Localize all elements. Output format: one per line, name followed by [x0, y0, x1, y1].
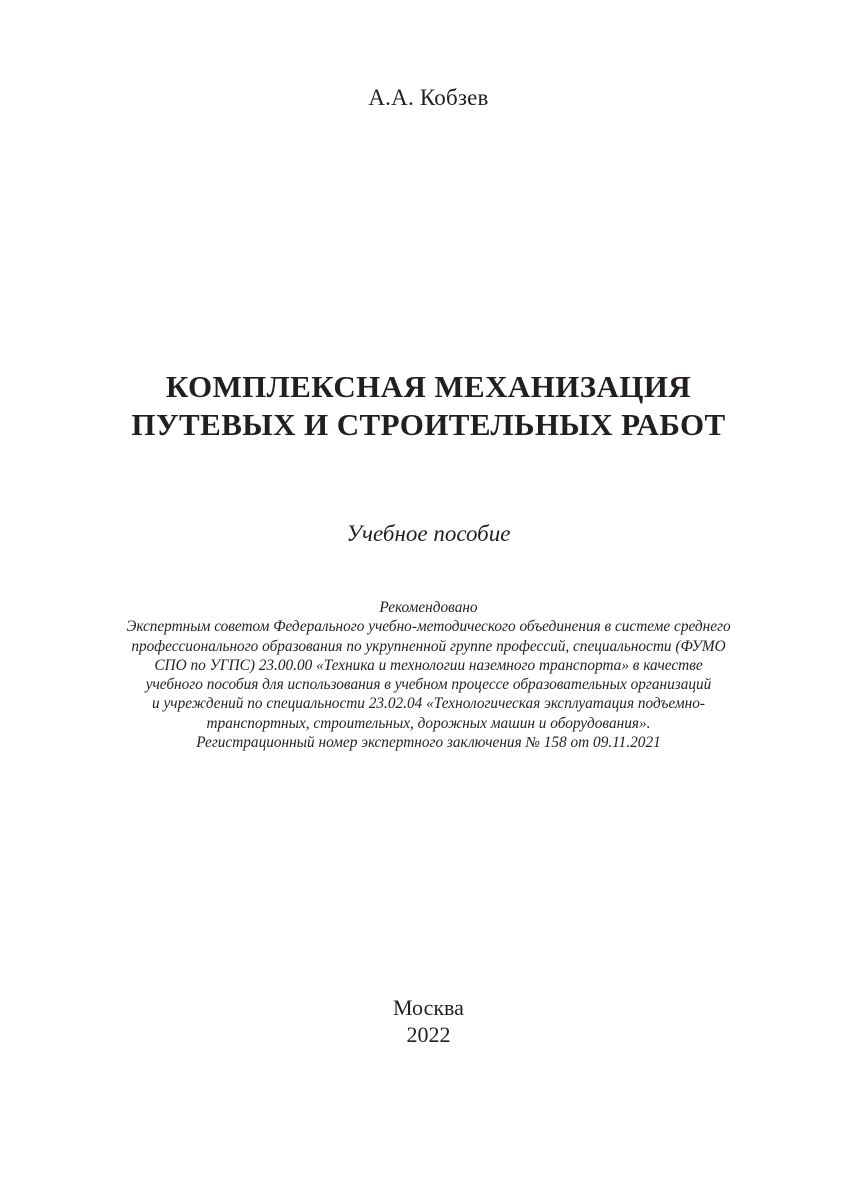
recommendation-heading: Рекомендовано — [379, 599, 478, 616]
recommendation-line: СПО по УГПС) 23.00.00 «Техника и технологии наземного транспорта» в качестве — [154, 656, 703, 674]
book-type: Учебное пособие — [346, 521, 511, 546]
publication-city: Москва — [393, 995, 464, 1020]
recommendation-line: профессионального образования по укрупненной группе профессий, специальности (ФУМО — [131, 637, 726, 655]
recommendation-line: и учреждений по специальности 23.02.04 «Технологическая эксплуатация подъемно- — [152, 695, 705, 713]
recommendation-line: транспортных, строительных, дорожных машин и оборудования». — [206, 714, 651, 732]
recommendation-block — [0, 598, 857, 752]
book-title-line-1: КОМПЛЕКСНАЯ МЕХАНИЗАЦИЯ — [165, 369, 692, 404]
publication-year: 2022 — [406, 1022, 451, 1047]
recommendation-line: учебного пособия для использования в учебном процессе образовательных организаций — [145, 676, 712, 694]
author-name: А.А. Кобзев — [368, 85, 489, 110]
registration-number-line: Регистрационный номер экспертного заключения № 158 от 09.11.2021 — [196, 734, 661, 752]
book-title-line-2: ПУТЕВЫХ И СТРОИТЕЛЬНЫХ РАБОТ — [131, 407, 726, 442]
recommendation-line: Экспертным советом Федерального учебно-методического объединения в системе среднего — [126, 618, 731, 636]
book-title — [0, 368, 857, 444]
